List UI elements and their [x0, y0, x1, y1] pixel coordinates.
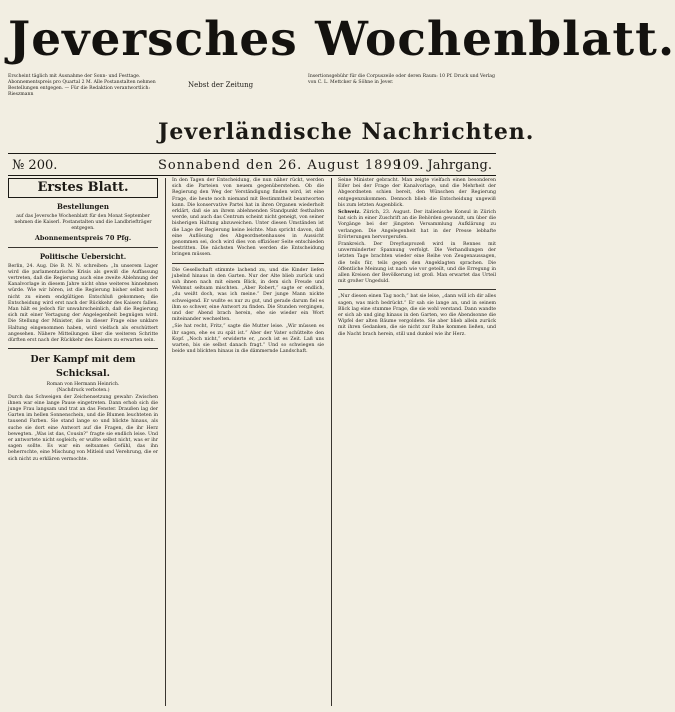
column-3	[338, 178, 496, 339]
france-article: Frankreich. Der Dreyfusprozeß wird in Rennes mit unverminderter Spannung verfolgt. Die Verhandlungen der letzten Tage brachten wieder eine Reihe von Zeugenaussagen, die teils für, teils gegen den Angeklagten sprachen. Die öffentliche Meinung ist nach wie vor geteilt, und die Erregung in allen Kreisen der Bevölkerung ist groß. Man erwartet das Urteil mit großer Ungeduld.	[338, 242, 496, 285]
serial-continuation: „Nur diesen einen Tag noch,“ bat sie leise, „dann will ich dir alles sagen, was mich bedrückt.“ Er sah sie lange an, und in seinem Blick lag eine stumme Frage, die sie wohl verstand. Dann wandte er sich ab und ging hinaus in den Garten, wo die Abendsonne die Wipfel der alten Bäume vergoldete. Sie aber blieb allein zurück mit ihren Gedanken, die sie nicht zur Ruhe kommen ließen, und die Nacht brach herein, still und dunkel wie ihr Herz.	[338, 294, 496, 337]
top-rule	[8, 153, 496, 154]
serial-title: Der Kampf mit dem Schicksal.	[30, 354, 136, 380]
bottom-rule	[8, 175, 496, 176]
separator	[8, 247, 158, 248]
serial-author: Roman von Hermann Heinrich.	[46, 382, 120, 388]
switzerland-article	[338, 210, 496, 241]
subscription-price: Abonnementspreis 70 Pfg.	[34, 233, 132, 242]
column-1	[8, 178, 158, 464]
politics-article: Berlin, 24. Aug. Die B. N. N. schreiben: „In unserem Lager wird die parlamentarische Krisis als gewiß die Auffassung vertreten, daß die Regierung auch eine zweite Ablehnung der Kanalvorlage in diesem Jahre nicht ohne weiteres hinnehmen würde. Wie wir hören, ist die Regierung bisher selbst noch nicht zu einem endgültigen Entschluß gekommen; die Entscheidung wird erst nach der Rückkehr des Kaisers fallen. Man hält es jedoch für unwahrscheinlich, daß die Regierung sich mit einer Vertagung der Angelegenheit begnügen wird. Die Stellung der Minister, die in dieser Frage eine unklare Haltung eingenommen haben, wird vielfach als erschüttert angesehen. Nähere Mitteilungen über die weiteren Schritte dürften erst nach der Rückkehr des Kaisers zu erwarten sein.	[8, 263, 158, 344]
volume-year: 109. Jahrgang.	[394, 158, 492, 173]
switzerland-text: Zürich, 23. August. Der italienische Konsul in Zürich hat sich in einer Zuschrift an die Behörden gewandt, um über die Vorgänge bei der jüngsten Versammlung Aufklärung zu verlangen. Die Angelegenheit hat in der Presse lebhafte Erörterungen hervorgerufen.	[338, 210, 496, 240]
subscription-heading: Bestellungen	[57, 202, 109, 211]
serial-continuation: Die Gesellschaft stimmte lachend zu, und die Kinder liefen jubelnd hinaus in den Garten. Nur der Alte blieb zurück und sah ihnen nach mit einem Blick, in dem sich Freude und Wehmut seltsam mischten. „Aber Robert,“ sagte er endlich, „du weißt doch, was ich meine.“ Der junge Mann nickte schweigend. Er wußte es nur zu gut, und gerade darum fiel es ihm so schwer, eine Antwort zu finden. Die Stunden vergingen, und der Abend brach herein, ehe sie wieder ein Wort miteinander wechselten.	[172, 267, 324, 323]
subscription-info: Erscheint täglich mit Ausnahme der Sonn- und Festtage. Abonnementspreis pro Quartal 2 M. Alle Postanstalten nehmen Bestellungen entgegen. — Für die Redaktion verantwortlich: Rieszmann	[8, 74, 156, 97]
separator	[8, 348, 158, 349]
supplement-note: Nebst der Zeitung	[188, 81, 254, 89]
section-label: Erstes Blatt.	[8, 178, 158, 198]
column-2	[172, 178, 324, 356]
reprint-note: (Nachdruck verboten.)	[56, 388, 110, 394]
separator	[172, 263, 324, 264]
advertising-info: Insertionsgebühr für die Corpuszeile oder deren Raum: 10 Pf. Druck und Verlag von C. L. Mettcker & Söhne in Jever.	[308, 74, 495, 85]
article-text: In den Tagen der Entscheidung, die nun näher rückt, werden sich die Parteien von neuem gegenüberstehen. Ob die Regierung den Weg der Verständigung finden wird, ist eine Frage, die heute noch niemand mit Bestimmtheit beantworten kann. Die konservative Partei hat in ihren Organen wiederholt erklärt, daß sie an ihrem ablehnenden Standpunkt festhalten werde, und auch das Centrum scheint nicht geneigt, von seiner bisherigen Haltung abzuweichen. Unter diesen Umständen ist die Lage der Regierung keine leichte. Man spricht davon, daß eine Auflösung des Abgeordnetenhauses in Aussicht genommen sei, doch wird dies von offiziöser Seite entschieden bestritten. Die nächsten Wochen werden die Entscheidung bringen müssen.	[172, 178, 324, 258]
column-divider	[165, 178, 166, 706]
masthead-info	[8, 72, 496, 112]
switzerland-heading: Schweiz.	[338, 210, 361, 216]
subtitle: Jeverländische Nachrichten.	[158, 119, 535, 145]
dateline	[8, 156, 496, 176]
column-divider	[331, 178, 332, 706]
serial-continuation: „Sie hat recht, Fritz,“ sagte die Mutter leise. „Wir müssen es ihr sagen, ehe es zu spät ist.“ Aber der Vater schüttelte den Kopf. „Noch nicht,“ erwiderte er, „noch ist es Zeit. Laß uns warten, bis sie selbst danach fragt.“ Und so schwiegen sie beide und blickten hinaus in die dämmernde Landschaft.	[172, 324, 324, 355]
article-text: Seine Minister gebracht. Man zeigte vielfach einen besonderen Eifer bei der Frage der Kanalvorlage, und die Mehrheit der Abgeordneten schien bereit, den Wünschen der Regierung entgegenzukommen. Dennoch blieb die Entscheidung ungewiß bis zum letzten Augenblick.	[338, 178, 496, 208]
newspaper-page	[8, 6, 675, 706]
newspaper-title: Jeversches Wochenblatt.	[8, 12, 675, 67]
separator	[338, 289, 496, 290]
politics-heading: Politische Uebersicht.	[39, 251, 127, 261]
serial-text: Durch das Schweigen der Zeichensetzung gewahr: Zwischen ihnen war eine lange Pause eingetreten. Dann erhob sich die junge Frau langsam und trat an das Fenster. Draußen lag der Garten im hellen Sonnenschein, und die Blumen leuchteten in tausend Farben. Sie stand lange so und blickte hinaus, als suche sie dort eine Antwort auf die Fragen, die ihr Herz bewegten. „Was ist das, Cousin?“ fragte sie endlich leise. Und er antwortete nicht sogleich; er wußte selbst nicht, was er ihr sagen sollte. Es war ein seltsames Gefühl, das ihn beherrschte, eine Mischung von Mitleid und Verehrung, die er sich nicht zu erklären vermochte.	[8, 394, 158, 462]
issue-date: Sonnabend den 26. August 1899	[158, 158, 402, 173]
subscription-text: auf das Jeversche Wochenblatt für den Monat September nehmen die Kaiserl. Postanstalten und die Landbriefträger entgegen.	[14, 214, 152, 232]
issue-number: № 200.	[12, 158, 58, 173]
masthead	[8, 6, 675, 74]
